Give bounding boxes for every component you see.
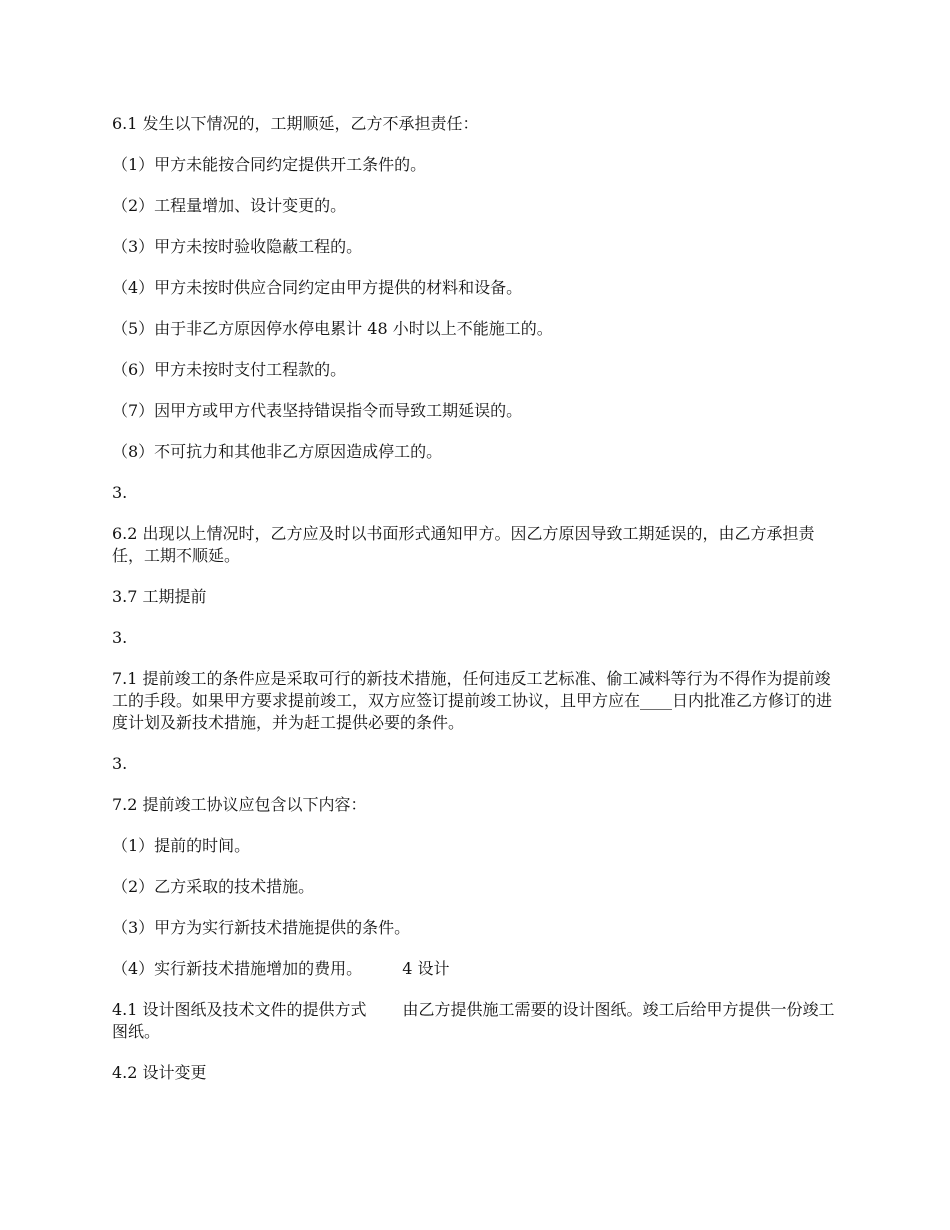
clause-7-2: 7.2 提前竣工协议应包含以下内容： (112, 795, 367, 814)
clause-4-1-label: 4.1 设计图纸及技术文件的提供方式 (112, 1000, 367, 1019)
clause-4-1 (112, 999, 842, 1043)
list-item: （8）不可抗力和其他非乙方原因造成停工的。 (112, 442, 443, 461)
list-item: （7）因甲方或甲方代表坚持错误指令而导致工期延误的。 (112, 401, 523, 420)
section-marker: 3. (112, 628, 128, 647)
clause-6-1: 6.1 发生以下情况的，工期顺延，乙方不承担责任： (112, 114, 479, 133)
section-heading-3-7: 3.7 工期提前 (112, 587, 207, 606)
list-item: （4）实行新技术措施增加的费用。 (112, 959, 363, 978)
clause-6-2: 6.2 出现以上情况时，乙方应及时以书面形式通知甲方。因乙方原因导致工期延误的，由乙方承担责任，工期不顺延。 (112, 524, 815, 565)
list-item: （3）甲方为实行新技术措施提供的条件。 (112, 918, 411, 937)
list-item-row (112, 958, 842, 980)
section-marker: 3. (112, 754, 128, 773)
list-item: （1）甲方未能按合同约定提供开工条件的。 (112, 155, 427, 174)
list-item: （6）甲方未按时支付工程款的。 (112, 360, 347, 379)
clause-4-1-text: 由乙方提供施工需要的设计图纸。竣工后给甲方提供一份竣工图纸。 (112, 1000, 835, 1041)
clause-7-1: 7.1 提前竣工的条件应是采取可行的新技术措施，任何违反工艺标准、偷工减料等行为不得作为提前竣工的手段。如果甲方要求提前竣工，双方应签订提前竣工协议，且甲方应在____日内批准乙方修订的进度计划及新技术措施，并为赶工提供必要的条件。 (112, 669, 833, 732)
clause-4-2: 4.2 设计变更 (112, 1063, 207, 1082)
list-item: （3）甲方未按时验收隐蔽工程的。 (112, 237, 363, 256)
section-heading-4: 4 设计 (402, 959, 450, 978)
list-item: （1）提前的时间。 (112, 836, 251, 855)
section-marker: 3. (112, 483, 128, 502)
list-item: （2）工程量增加、设计变更的。 (112, 196, 347, 215)
list-item: （4）甲方未按时供应合同约定由甲方提供的材料和设备。 (112, 278, 523, 297)
list-item: （5）由于非乙方原因停水停电累计 48 小时以上不能施工的。 (112, 319, 553, 338)
list-item: （2）乙方采取的技术措施。 (112, 877, 315, 896)
